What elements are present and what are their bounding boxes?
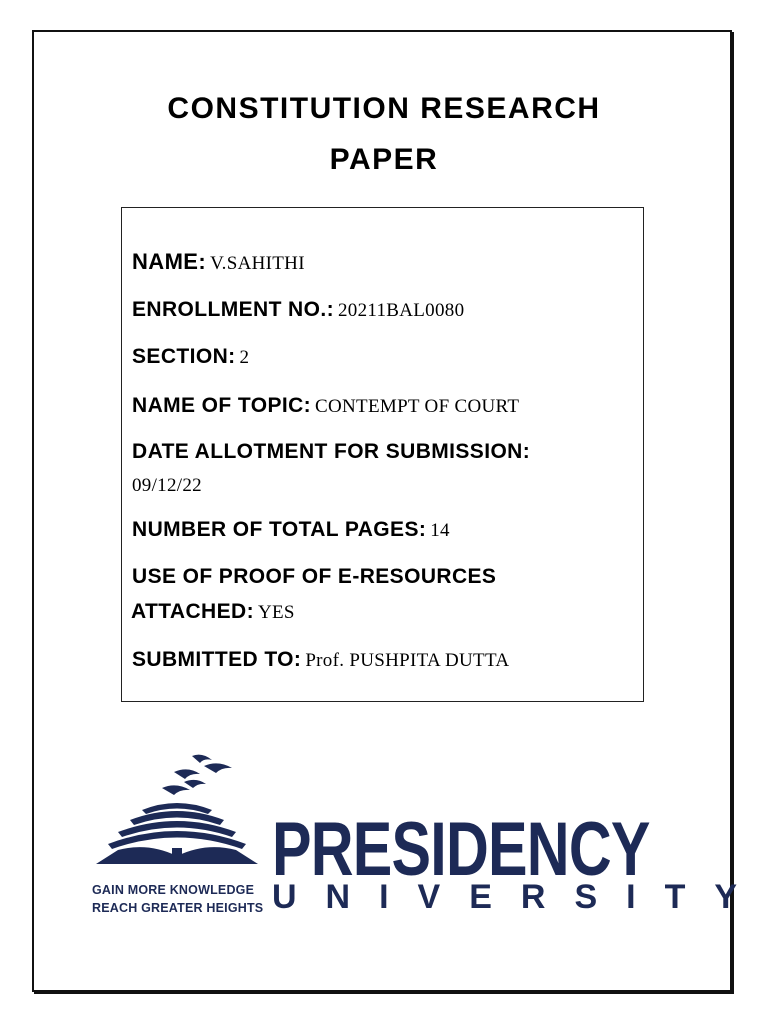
page-title-line-1: CONSTITUTION RESEARCH bbox=[167, 92, 601, 125]
date-label: DATE ALLOTMENT FOR SUBMISSION: bbox=[132, 440, 531, 463]
proof-row-2 bbox=[131, 600, 295, 624]
enrollment-row bbox=[132, 298, 464, 322]
tagline-line-1: GAIN MORE KNOWLEDGE bbox=[92, 883, 255, 897]
date-row-label bbox=[132, 440, 530, 464]
section-row bbox=[132, 345, 249, 369]
section-value: 2 bbox=[239, 347, 250, 368]
page-title-line-2: PAPER bbox=[329, 143, 439, 176]
section-label: SECTION: bbox=[132, 345, 236, 368]
topic-value: CONTEMPT OF COURT bbox=[315, 396, 520, 417]
bird-icon bbox=[174, 769, 200, 779]
proof-value: YES bbox=[257, 602, 295, 623]
university-emblem bbox=[92, 752, 262, 882]
tagline-line-2: REACH GREATER HEIGHTS bbox=[92, 901, 264, 915]
pages-label: NUMBER OF TOTAL PAGES: bbox=[132, 518, 427, 541]
university-name: PRESIDENCY bbox=[272, 807, 650, 892]
university-subname: UNIVERSITY bbox=[272, 878, 767, 916]
submitted-value: Prof. PUSHPITA DUTTA bbox=[305, 650, 510, 671]
proof-label-line-1: USE OF PROOF OF E-RESOURCES bbox=[132, 565, 497, 588]
submitted-label: SUBMITTED TO: bbox=[132, 648, 302, 671]
enrollment-value: 20211BAL0080 bbox=[337, 300, 465, 321]
submitted-row bbox=[132, 648, 509, 672]
bird-icon bbox=[204, 763, 232, 773]
name-value: V.SAHITHI bbox=[210, 253, 305, 274]
date-value: 09/12/22 bbox=[132, 475, 202, 496]
bird-icon bbox=[162, 785, 190, 795]
proof-label-line-2: ATTACHED: bbox=[131, 600, 254, 623]
date-row-value bbox=[132, 475, 202, 497]
bird-icon bbox=[184, 780, 206, 788]
topic-label: NAME OF TOPIC: bbox=[132, 394, 312, 417]
name-label: NAME: bbox=[132, 249, 207, 274]
topic-row bbox=[132, 394, 519, 418]
name-row bbox=[132, 249, 305, 275]
enrollment-label: ENROLLMENT NO.: bbox=[132, 298, 334, 321]
pages-value: 14 bbox=[430, 520, 450, 541]
pages-row bbox=[132, 518, 450, 542]
bird-icon bbox=[192, 755, 212, 763]
proof-row-1 bbox=[132, 565, 496, 589]
